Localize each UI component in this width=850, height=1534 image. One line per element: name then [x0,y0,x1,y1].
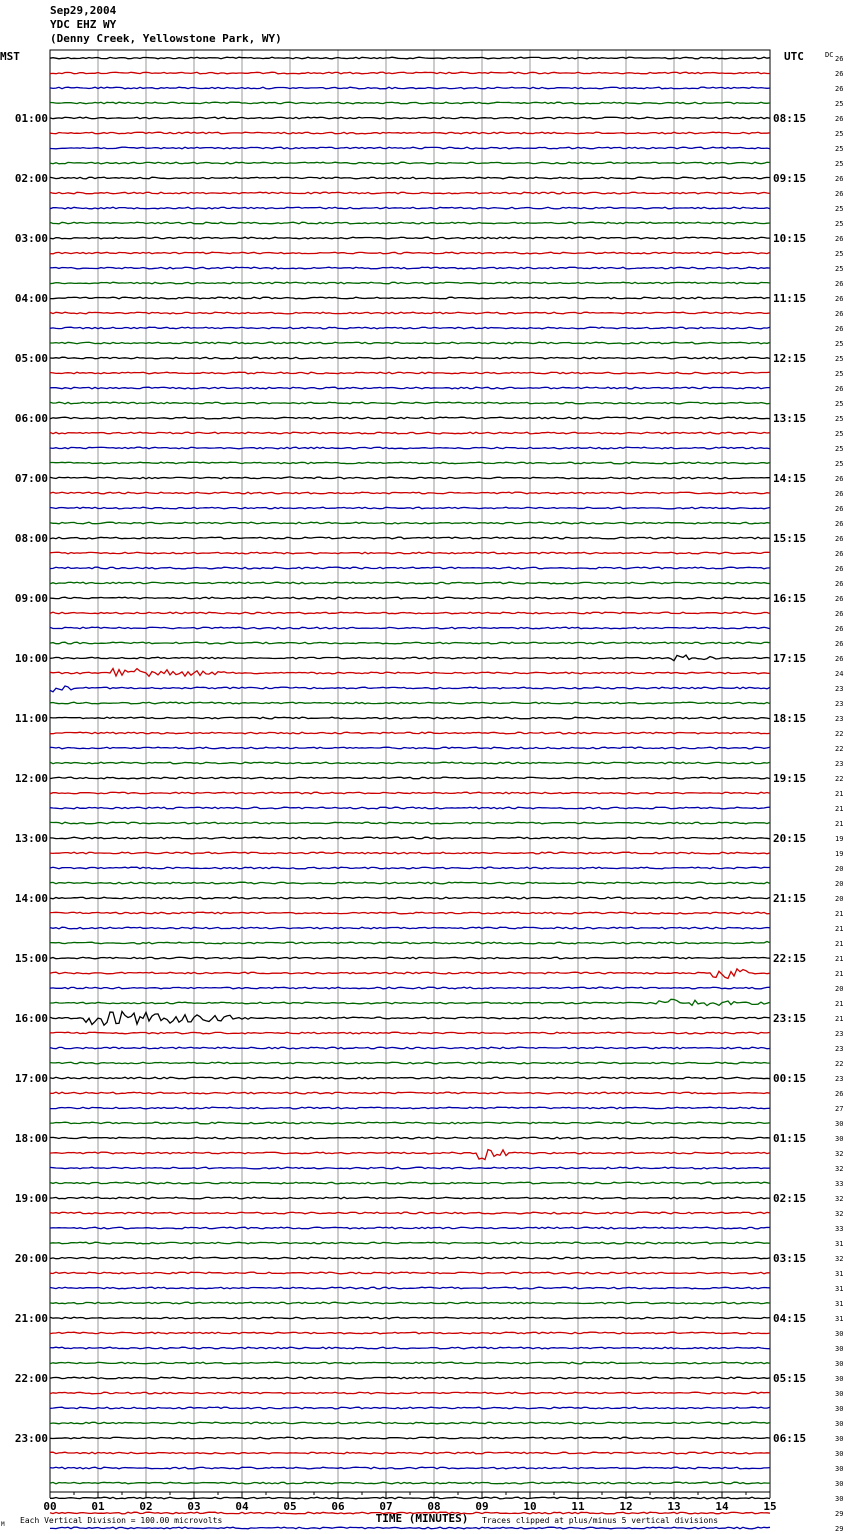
dc-offset-18: 26 [835,325,844,333]
dc-offset-60: 21 [835,955,844,963]
dc-offset-57: 21 [835,910,844,918]
dc-offset-92: 30 [835,1435,844,1443]
dc-offset-97: 29 [835,1510,844,1518]
trace-41 [50,669,770,677]
dc-offset-67: 22 [835,1060,844,1068]
trace-8 [50,177,770,179]
trace-1 [50,72,770,74]
x-tick-label-13: 13 [667,1500,681,1513]
trace-93 [50,1452,770,1454]
dc-offset-34: 26 [835,565,844,573]
trace-48 [50,777,770,779]
dc-offset-51: 21 [835,820,844,828]
dc-offset-5: 25 [835,130,844,138]
right-hour-label-17: 01:15 [773,1132,807,1145]
dc-offset-33: 26 [835,550,844,558]
x-tick-label-5: 05 [283,1500,297,1513]
trace-81 [50,1272,770,1274]
dc-offset-52: 19 [835,835,844,843]
trace-98 [50,1527,770,1529]
x-axis-label: TIME (MINUTES) [375,1512,469,1525]
left-hour-label-8: 09:00 [14,592,48,605]
x-tick-label-2: 02 [139,1500,153,1513]
trace-50 [50,807,770,809]
right-hour-label-15: 23:15 [773,1012,807,1025]
trace-24 [50,417,770,419]
right-hour-label-8: 16:15 [773,592,807,605]
right-hour-label-1: 09:15 [773,172,807,185]
dc-offset-96: 30 [835,1495,844,1503]
dc-offset-10: 25 [835,205,844,213]
right-hour-label-20: 04:15 [773,1312,807,1325]
right-hour-label-19: 03:15 [773,1252,807,1265]
right-hour-label-12: 20:15 [773,832,807,845]
trace-88 [50,1377,770,1379]
dc-offset-94: 30 [835,1465,844,1473]
dc-offset-90: 30 [835,1405,844,1413]
left-hour-label-21: 22:00 [14,1372,48,1385]
trace-19 [50,342,770,344]
dc-offset-31: 26 [835,520,844,528]
right-hour-label-4: 12:15 [773,352,807,365]
dc-offset-86: 30 [835,1345,844,1353]
trace-26 [50,447,770,449]
dc-offset-59: 21 [835,940,844,948]
left-timezone-label: MST [0,50,20,63]
x-tick-label-12: 12 [619,1500,633,1513]
scale-note: Each Vertical Division = 100.00 microvolts [20,1516,223,1525]
trace-31 [50,522,770,524]
trace-21 [50,372,770,374]
dc-offset-16: 26 [835,295,844,303]
left-hour-label-9: 10:00 [14,652,48,665]
dc-offset-68: 23 [835,1075,844,1083]
right-hour-label-9: 17:15 [773,652,807,665]
trace-33 [50,552,770,554]
dc-offset-14: 25 [835,265,844,273]
dc-offset-76: 32 [835,1195,844,1203]
trace-11 [50,222,770,224]
trace-60 [50,957,770,959]
dc-offset-30: 26 [835,505,844,513]
trace-6 [50,147,770,149]
trace-86 [50,1347,770,1349]
right-hour-label-7: 15:15 [773,532,807,545]
dc-offset-19: 25 [835,340,844,348]
trace-78 [50,1227,770,1229]
trace-18 [50,327,770,329]
trace-42 [50,686,770,692]
trace-52 [50,837,770,839]
left-hour-label-4: 05:00 [14,352,48,365]
trace-55 [50,882,770,884]
left-hour-label-1: 02:00 [14,172,48,185]
dc-offset-47: 23 [835,760,844,768]
left-hour-label-16: 17:00 [14,1072,48,1085]
left-hour-label-13: 14:00 [14,892,48,905]
trace-58 [50,927,770,929]
dc-offset-55: 20 [835,880,844,888]
x-tick-label-8: 08 [427,1500,441,1513]
dc-offset-63: 21 [835,1000,844,1008]
dc-offset-50: 21 [835,805,844,813]
right-hour-label-0: 08:15 [773,112,807,125]
dc-offset-24: 25 [835,415,844,423]
trace-37 [50,612,770,614]
left-hour-label-17: 18:00 [14,1132,48,1145]
trace-77 [50,1212,770,1214]
dc-offset-93: 30 [835,1450,844,1458]
dc-offset-48: 22 [835,775,844,783]
left-hour-label-14: 15:00 [14,952,48,965]
dc-offset-3: 25 [835,100,844,108]
trace-14 [50,267,770,269]
dc-offset-11: 25 [835,220,844,228]
trace-7 [50,162,770,164]
dc-offset-65: 23 [835,1030,844,1038]
trace-15 [50,282,770,284]
trace-80 [50,1257,770,1259]
trace-59 [50,942,770,944]
dc-offset-79: 31 [835,1240,844,1248]
trace-27 [50,462,770,464]
dc-offset-69: 26 [835,1090,844,1098]
trace-66 [50,1047,770,1049]
trace-57 [50,912,770,914]
dc-offset-70: 27 [835,1105,844,1113]
trace-61 [50,969,770,979]
trace-0 [50,57,770,59]
left-hour-label-11: 12:00 [14,772,48,785]
dc-offset-8: 26 [835,175,844,183]
dc-offset-98: 29 [835,1525,844,1533]
trace-22 [50,387,770,389]
trace-68 [50,1077,770,1079]
left-hour-label-3: 04:00 [14,292,48,305]
trace-91 [50,1422,770,1424]
right-hour-label-5: 13:15 [773,412,807,425]
dc-offset-84: 31 [835,1315,844,1323]
trace-34 [50,567,770,569]
dc-offset-58: 21 [835,925,844,933]
trace-47 [50,762,770,764]
trace-95 [50,1482,770,1484]
left-hour-label-22: 23:00 [14,1432,48,1445]
trace-87 [50,1362,770,1364]
trace-74 [50,1167,770,1169]
trace-76 [50,1197,770,1199]
left-hour-label-6: 07:00 [14,472,48,485]
dc-offset-25: 25 [835,430,844,438]
trace-25 [50,432,770,434]
trace-29 [50,492,770,494]
dc-offset-44: 23 [835,715,844,723]
trace-90 [50,1407,770,1409]
right-hour-label-22: 06:15 [773,1432,807,1445]
dc-offset-56: 20 [835,895,844,903]
right-hour-label-16: 00:15 [773,1072,807,1085]
trace-63 [50,999,770,1005]
left-hour-label-10: 11:00 [14,712,48,725]
trace-44 [50,717,770,719]
dc-offset-22: 26 [835,385,844,393]
right-hour-label-13: 21:15 [773,892,807,905]
dc-offset-13: 25 [835,250,844,258]
dc-offset-2: 26 [835,85,844,93]
dc-offset-29: 26 [835,490,844,498]
dc-offset-72: 30 [835,1135,844,1143]
x-tick-label-0: 00 [43,1500,57,1513]
x-tick-label-7: 07 [379,1500,393,1513]
dc-offset-53: 19 [835,850,844,858]
left-hour-label-18: 19:00 [14,1192,48,1205]
trace-2 [50,87,770,89]
trace-10 [50,207,770,209]
trace-53 [50,852,770,854]
trace-9 [50,192,770,194]
trace-28 [50,477,770,479]
corner-mark: M [1,1521,5,1528]
right-hour-label-18: 02:15 [773,1192,807,1205]
right-hour-label-10: 18:15 [773,712,807,725]
dc-offset-78: 33 [835,1225,844,1233]
dc-offset-12: 26 [835,235,844,243]
dc-offset-66: 23 [835,1045,844,1053]
trace-13 [50,252,770,254]
dc-offset-27: 25 [835,460,844,468]
dc-offset-17: 26 [835,310,844,318]
clip-note: Traces clipped at plus/minus 5 vertical divisions [482,1516,719,1525]
trace-70 [50,1107,770,1109]
trace-46 [50,747,770,749]
trace-40 [50,655,770,661]
x-tick-label-15: 15 [763,1500,777,1513]
dc-offset-80: 32 [835,1255,844,1263]
dc-offset-42: 23 [835,685,844,693]
trace-30 [50,507,770,509]
dc-offset-40: 26 [835,655,844,663]
x-tick-label-6: 06 [331,1500,345,1513]
right-hour-label-11: 19:15 [773,772,807,785]
trace-84 [50,1317,770,1319]
dc-offset-1: 26 [835,70,844,78]
dc-offset-74: 32 [835,1165,844,1173]
dc-offset-45: 22 [835,730,844,738]
dc-offset-54: 20 [835,865,844,873]
left-hour-label-19: 20:00 [14,1252,48,1265]
x-tick-label-9: 09 [475,1500,489,1513]
trace-17 [50,312,770,314]
trace-71 [50,1122,770,1124]
trace-35 [50,582,770,584]
right-hour-label-3: 11:15 [773,292,807,305]
dc-offset-73: 32 [835,1150,844,1158]
dc-offset-62: 20 [835,985,844,993]
trace-4 [50,117,770,119]
x-tick-label-4: 04 [235,1500,249,1513]
dc-offset-91: 30 [835,1420,844,1428]
dc-offset-0: 26 [835,55,844,63]
left-hour-label-20: 21:00 [14,1312,48,1325]
trace-45 [50,732,770,734]
dc-offset-61: 21 [835,970,844,978]
dc-offset-88: 30 [835,1375,844,1383]
dc-offset-37: 26 [835,610,844,618]
trace-79 [50,1242,770,1244]
left-hour-label-2: 03:00 [14,232,48,245]
trace-56 [50,897,770,899]
left-hour-label-5: 06:00 [14,412,48,425]
trace-38 [50,627,770,629]
right-hour-label-6: 14:15 [773,472,807,485]
trace-16 [50,297,770,299]
trace-82 [50,1287,770,1289]
right-hour-label-14: 22:15 [773,952,807,965]
left-hour-label-0: 01:00 [14,112,48,125]
dc-offset-35: 26 [835,580,844,588]
x-tick-label-1: 01 [91,1500,105,1513]
trace-96 [50,1497,770,1499]
dc-offset-87: 30 [835,1360,844,1368]
dc-offset-89: 30 [835,1390,844,1398]
trace-36 [50,597,770,599]
trace-3 [50,102,770,104]
dc-offset-15: 26 [835,280,844,288]
dc-offset-83: 31 [835,1300,844,1308]
trace-94 [50,1467,770,1469]
dc-offset-46: 22 [835,745,844,753]
trace-51 [50,822,770,824]
dc-offset-20: 25 [835,355,844,363]
dc-offset-75: 33 [835,1180,844,1188]
dc-offset-41: 24 [835,670,844,678]
trace-89 [50,1392,770,1394]
dc-offset-43: 23 [835,700,844,708]
dc-offset-28: 26 [835,475,844,483]
trace-43 [50,702,770,704]
x-tick-label-10: 10 [523,1500,537,1513]
trace-67 [50,1062,770,1064]
x-tick-label-3: 03 [187,1500,201,1513]
trace-20 [50,357,770,359]
dc-offset-81: 31 [835,1270,844,1278]
dc-offset-38: 26 [835,625,844,633]
dc-offset-85: 30 [835,1330,844,1338]
dc-offset-49: 21 [835,790,844,798]
trace-75 [50,1182,770,1184]
trace-62 [50,987,770,989]
dc-offset-21: 25 [835,370,844,378]
dc-label: DC [825,51,834,59]
dc-offset-95: 30 [835,1480,844,1488]
trace-49 [50,792,770,794]
dc-offset-64: 21 [835,1015,844,1023]
trace-85 [50,1332,770,1334]
trace-64 [50,1012,770,1026]
trace-54 [50,867,770,869]
left-hour-label-7: 08:00 [14,532,48,545]
trace-23 [50,402,770,404]
date-label: Sep29,2004 [50,4,117,17]
right-hour-label-21: 05:15 [773,1372,807,1385]
dc-offset-9: 26 [835,190,844,198]
trace-39 [50,642,770,644]
trace-83 [50,1302,770,1304]
trace-73 [50,1150,770,1160]
trace-5 [50,132,770,134]
trace-69 [50,1092,770,1094]
dc-offset-36: 26 [835,595,844,603]
dc-offset-6: 25 [835,145,844,153]
left-hour-label-12: 13:00 [14,832,48,845]
x-tick-label-11: 11 [571,1500,585,1513]
dc-offset-23: 25 [835,400,844,408]
trace-92 [50,1437,770,1439]
right-timezone-label: UTC [784,50,804,63]
dc-offset-32: 26 [835,535,844,543]
trace-12 [50,237,770,239]
location-label: (Denny Creek, Yellowstone Park, WY) [50,32,282,45]
dc-offset-7: 25 [835,160,844,168]
dc-offset-82: 31 [835,1285,844,1293]
dc-offset-4: 26 [835,115,844,123]
left-hour-label-15: 16:00 [14,1012,48,1025]
dc-offset-71: 30 [835,1120,844,1128]
x-tick-label-14: 14 [715,1500,729,1513]
trace-72 [50,1137,770,1139]
right-hour-label-2: 10:15 [773,232,807,245]
trace-65 [50,1032,770,1034]
station-label: YDC EHZ WY [50,18,117,31]
dc-offset-39: 26 [835,640,844,648]
trace-32 [50,537,770,539]
plot-frame [50,50,770,1492]
dc-offset-77: 32 [835,1210,844,1218]
dc-offset-26: 25 [835,445,844,453]
